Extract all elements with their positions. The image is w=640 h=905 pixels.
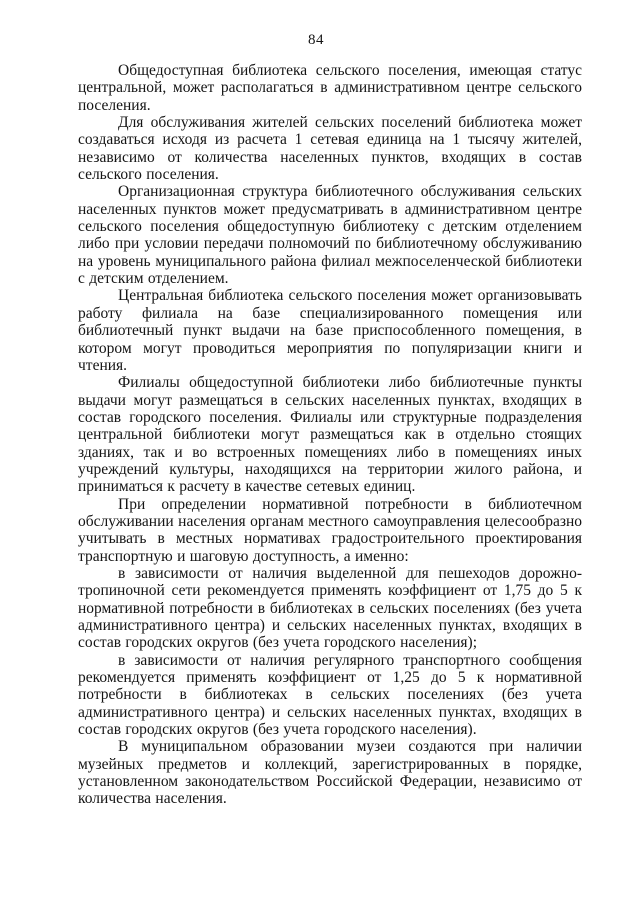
paragraph: Филиалы общедоступной библиотеки либо библиотечные пункты выдачи могут размещаться в сельских населенных пунктах, входящих в состав городского поселения. Филиалы или структурные подразделения центральной библиотеки могут размещаться как в отдельно стоящих зданиях, так и во встроенных помещениях либо в помещениях иных учреждений культуры, находящихся на территории жилого района, и приниматься к расчету в качестве сетевых единиц. [78, 374, 582, 496]
document-body [78, 62, 582, 808]
paragraph: в зависимости от наличия регулярного транспортного сообщения рекомендуется применять коэффициент от 1,25 до 5 к нормативной потребности в библиотеках в сельских поселениях (без учета административного центра) и сельских населенных пунктах, входящих в состав городских округов (без учета городского населения). [78, 651, 582, 739]
paragraph: Общедоступная библиотека сельского поселения, имеющая статус центральной, может располагаться в административном центре сельского поселения. [78, 62, 582, 114]
paragraph: Организационная структура библиотечного обслуживания сельских населенных пунктов может предусматривать в административном центре сельского поселения общедоступную библиотеку с детским отделением либо при условии передачи полномочий по библиотечному обслуживанию на уровень муниципального района филиал межпоселенческой библиотеки с детским отделением. [78, 183, 582, 288]
paragraph: в зависимости от наличия выделенной для пешеходов дорожно-тропиночной сети рекомендуется применять коэффициент от 1,75 до 5 к нормативной потребности в библиотеках в сельских поселениях (без учета административного центра) и сельских населенных пунктах, входящих в состав городских округов (без учета городского населения); [78, 564, 582, 652]
paragraph: Для обслуживания жителей сельских поселений библиотека может создаваться исходя из расчета 1 сетевая единица на 1 тысячу жителей, независимо от количества населенных пунктов, входящих в состав сельского поселения. [78, 114, 582, 184]
paragraph: При определении нормативной потребности в библиотечном обслуживании населения органам местного самоуправления целесообразно учитывать в местных нормативах градостроительного проектирования транспортную и шаговую доступность, а именно: [78, 495, 582, 565]
page-number: 84 [308, 32, 324, 48]
paragraph: Центральная библиотека сельского поселения может организовывать работу филиала на базе специализированного помещения или библиотечный пункт выдачи на базе приспособленного помещения, в котором могут проводиться мероприятия по популяризации книги и чтения. [78, 287, 582, 374]
paragraph: В муниципальном образовании музеи создаются при наличии музейных предметов и коллекций, зарегистрированных в порядке, установленном законодательством Российской Федерации, независимо от количества населения. [78, 738, 582, 808]
